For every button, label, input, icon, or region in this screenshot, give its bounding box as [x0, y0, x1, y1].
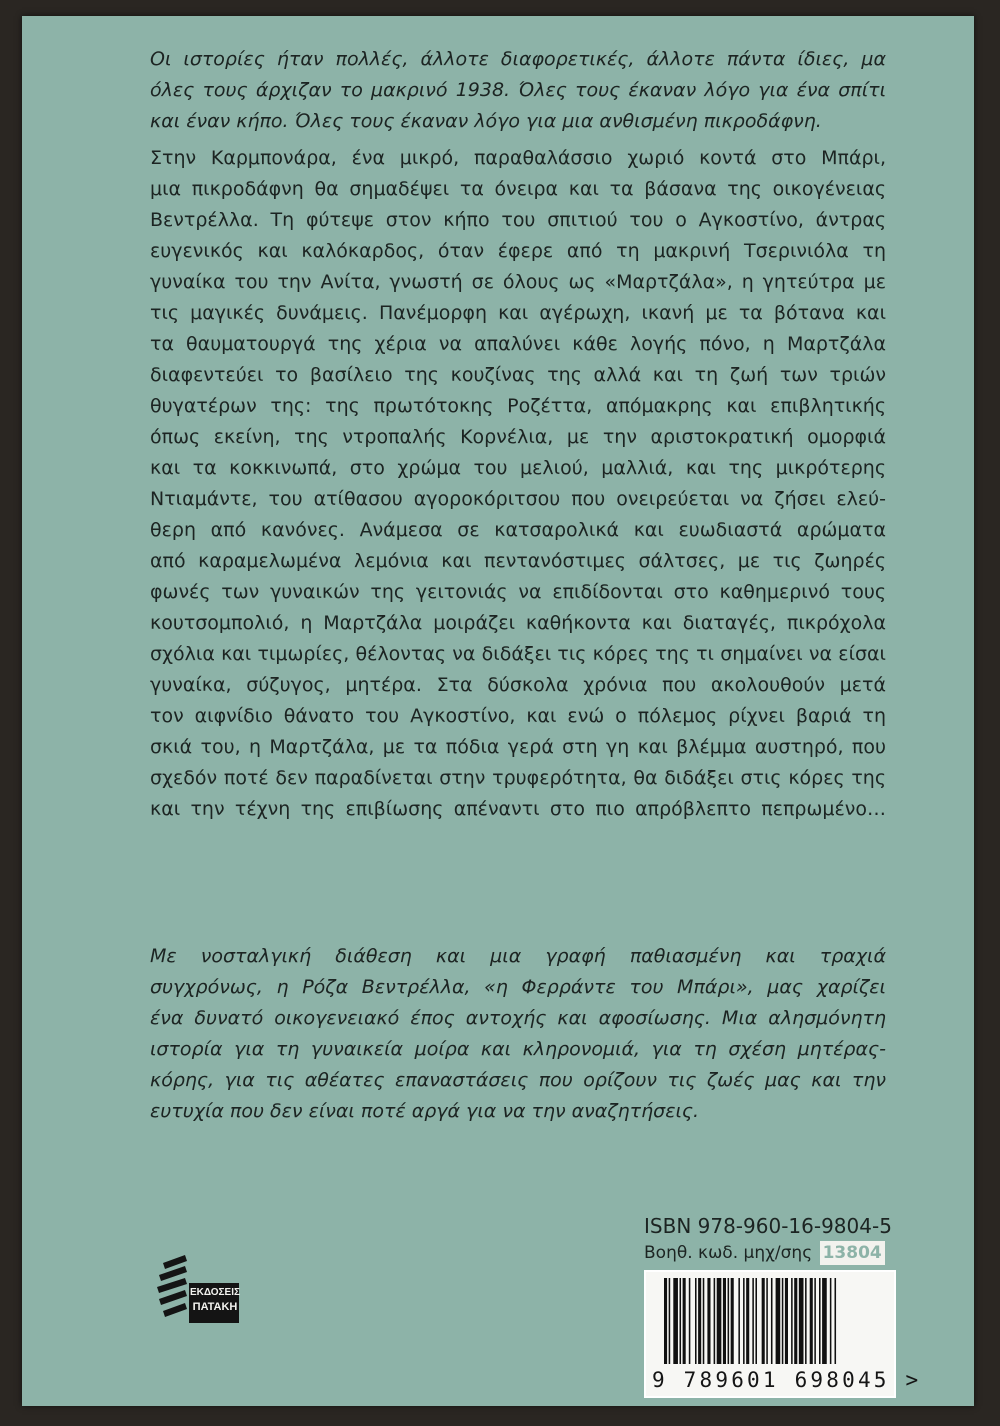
- synopsis-line: γυναίκα του την Ανίτα, γνωστή σε όλους ως «Μαρτζάλα», η γητεύτρα με: [150, 271, 886, 293]
- publisher-logo: [155, 1253, 239, 1333]
- barcode-bar: [746, 1278, 749, 1364]
- barcode-bar: [755, 1278, 757, 1364]
- synopsis-line: θυγατέρων της: της πρωτότοκης Ροζέττα, απόμακρης και επιβλητικής: [150, 395, 886, 417]
- barcode-bar: [799, 1278, 804, 1364]
- synopsis-line: Ντιαμάντε, του ατίθασου αγοροκόριτσου που ονειρεύεται να ζήσει ελεύ-: [150, 488, 886, 510]
- barcode-bar: [703, 1278, 705, 1364]
- barcode-bar: [814, 1278, 816, 1364]
- synopsis-line: και την τέχνη της επιβίωσης απέναντι στο πιο απρόβλεπτο πεπρωμένο…: [150, 798, 886, 820]
- barcode-bar: [782, 1278, 784, 1364]
- synopsis-line: Βεντρέλλα. Τη φύτεψε στον κήπο του σπιτιού του ο Αγκοστίνο, άντρας: [150, 209, 886, 231]
- barcode-bar: [771, 1278, 773, 1364]
- barcode-bar: [791, 1278, 793, 1364]
- barcode-bar: [830, 1278, 832, 1364]
- praise-line: ιστορία για τη γυναικεία μοίρα και κληρονομιά, για τη σχέση μητέρας-: [150, 1038, 886, 1060]
- barcode-bar: [680, 1278, 682, 1364]
- praise-line: κόρης, για τις αθέατες επαναστάσεις που ορίζουν τις ζωές μας και την: [150, 1069, 886, 1091]
- synopsis-line: όπως εκείνη, της ντροπαλής Κορνέλια, με την αριστοκρατική ομορφιά: [150, 426, 886, 448]
- back-cover: [22, 16, 974, 1406]
- synopsis-line: φωνές των γυναικών της γειτονιάς να επιδίδονται στο καθημερινό τους: [150, 581, 886, 603]
- synopsis-paragraph: [150, 143, 886, 825]
- barcode-bar: [752, 1278, 754, 1364]
- barcode-bar: [664, 1278, 667, 1364]
- synopsis-line: ευγενικός και καλόκαρδος, όταν έφερε από τη μακρινή Τσερινιόλα τη: [150, 240, 886, 262]
- barcode-bar: [835, 1278, 837, 1364]
- barcode-digits: 9 789601 698045 >: [652, 1368, 922, 1392]
- product-code: [644, 1241, 888, 1265]
- barcode-bar: [743, 1278, 745, 1364]
- synopsis-line: τα θαυματουργά της χέρια να απαλύνει κάθε λογής πόνο, η Μαρτζάλα: [150, 333, 886, 355]
- barcode-bar: [707, 1278, 710, 1364]
- barcode-bar: [738, 1278, 740, 1364]
- barcode-bar: [810, 1278, 813, 1364]
- intro-line: και έναν κήπο. Όλες τους έκαναν λόγο για μια ανθισμένη πικροδάφνη.: [150, 110, 822, 132]
- synopsis-line: διαφεντεύει το βασίλειο της κουζίνας της αλλά και τη ζωή των τριών: [150, 364, 886, 386]
- barcode-bar: [714, 1278, 716, 1364]
- barcode-bar: [669, 1278, 671, 1364]
- publisher-name-line1: ΕΚΔΟΣΕΙΣ: [189, 1287, 241, 1298]
- synopsis-line: Στην Καρμπονάρα, ένα μικρό, παραθαλάσσιο χωριό κοντά στο Μπάρι,: [150, 147, 886, 169]
- barcode-bar: [794, 1278, 797, 1364]
- synopsis-line: και τα κοκκινωπά, στο χρώμα του μελιού, μαλλιά, και της μικρότερης: [150, 457, 886, 479]
- barcode-bar: [695, 1278, 697, 1364]
- barcode-bar: [805, 1278, 807, 1364]
- synopsis-line: σχόλια και τιμωρίες, θέλοντας να διδάξει τις κόρες της τι σημαίνει να είσαι: [150, 643, 886, 665]
- synopsis-line: κουτσομπολιό, η Μαρτζάλα μοιράζει καθήκοντα και διαταγές, πικρόχολα: [150, 612, 886, 634]
- praise-paragraph: [150, 941, 886, 1127]
- barcode-bar: [689, 1278, 691, 1364]
- barcode-bar: [776, 1278, 781, 1364]
- barcode-bar: [819, 1278, 821, 1364]
- praise-line: συγχρόνως, η Ρόζα Βεντρέλλα, «η Φερράντε του Μπάρι», μας χαρίζει: [150, 976, 886, 998]
- synopsis-line: μια πικροδάφνη θα σημαδέψει τα όνειρα και τα βάσανα της οικογένειας: [150, 178, 886, 200]
- synopsis-line: τον αιφνίδιο θάνατο του Αγκοστίνο, και ενώ ο πόλεμος ρίχνει βαριά τη: [150, 705, 886, 727]
- barcode-bar: [698, 1278, 701, 1364]
- barcode-bar: [762, 1278, 765, 1364]
- barcode-bar: [822, 1278, 827, 1364]
- barcode-bar: [723, 1278, 726, 1364]
- isbn-text: ISBN 978-960-16-9804-5: [644, 1214, 892, 1238]
- intro-paragraph: [150, 44, 886, 137]
- product-code-number: 13804: [820, 1241, 885, 1265]
- publisher-name: [189, 1286, 241, 1314]
- barcode-bar: [683, 1278, 686, 1364]
- synopsis-line: σκιά του, η Μαρτζάλα, με τα πόδια γερά στη γη και βλέμμα αυστηρό, που: [150, 736, 886, 758]
- synopsis-line: τις μαγικές δυνάμεις. Πανέμορφη και αγέρωχη, ικανή με τα βότανα και: [150, 302, 886, 324]
- barcode-bar: [717, 1278, 722, 1364]
- praise-line: ευτυχία που δεν είναι ποτέ αργά για να την αναζητήσεις.: [150, 1100, 700, 1122]
- synopsis-line: γυναίκα, σύζυγος, μητέρα. Στα δύσκολα χρόνια που ακολουθούν μετά: [150, 674, 886, 696]
- barcode-bar: [673, 1278, 678, 1364]
- barcode: [644, 1270, 922, 1398]
- intro-line: όλες τους άρχιζαν το μακρινό 1938. Όλες τους έκαναν λόγο για ένα σπίτι: [150, 79, 886, 101]
- intro-line: Οι ιστορίες ήταν πολλές, άλλοτε διαφορετικές, άλλοτε πάντα ίδιες, μα: [150, 48, 886, 70]
- praise-line: Με νοσταλγική διάθεση και μια γραφή παθιασμένη και τραχιά: [150, 945, 886, 967]
- synopsis-line: σχεδόν ποτέ δεν παραδίνεται στην τρυφερότητα, θα διδάξει στις κόρες της: [150, 767, 886, 789]
- barcode-bar: [785, 1278, 788, 1364]
- barcode-bar: [731, 1278, 734, 1364]
- synopsis-line: από καραμελωμένα λεμόνια και πεντανόστιμες σάλτσες, με τις ζωηρές: [150, 550, 886, 572]
- praise-line: ένα δυνατό οικογενειακό έπος αντοχής και αφοσίωσης. Μια αλησμόνητη: [150, 1007, 886, 1029]
- publisher-name-line2: ΠΑΤΑΚΗ: [192, 1301, 238, 1313]
- barcode-bar: [766, 1278, 768, 1364]
- barcode-bars: [650, 1278, 888, 1366]
- barcode-bar: [728, 1278, 730, 1364]
- synopsis-line: θερη από κανόνες. Ανάμεσα σε κατσαρολικά και ευωδιαστά αρώματα: [150, 519, 886, 541]
- product-code-label: Βοηθ. κωδ. μηχ/σης: [644, 1243, 813, 1263]
